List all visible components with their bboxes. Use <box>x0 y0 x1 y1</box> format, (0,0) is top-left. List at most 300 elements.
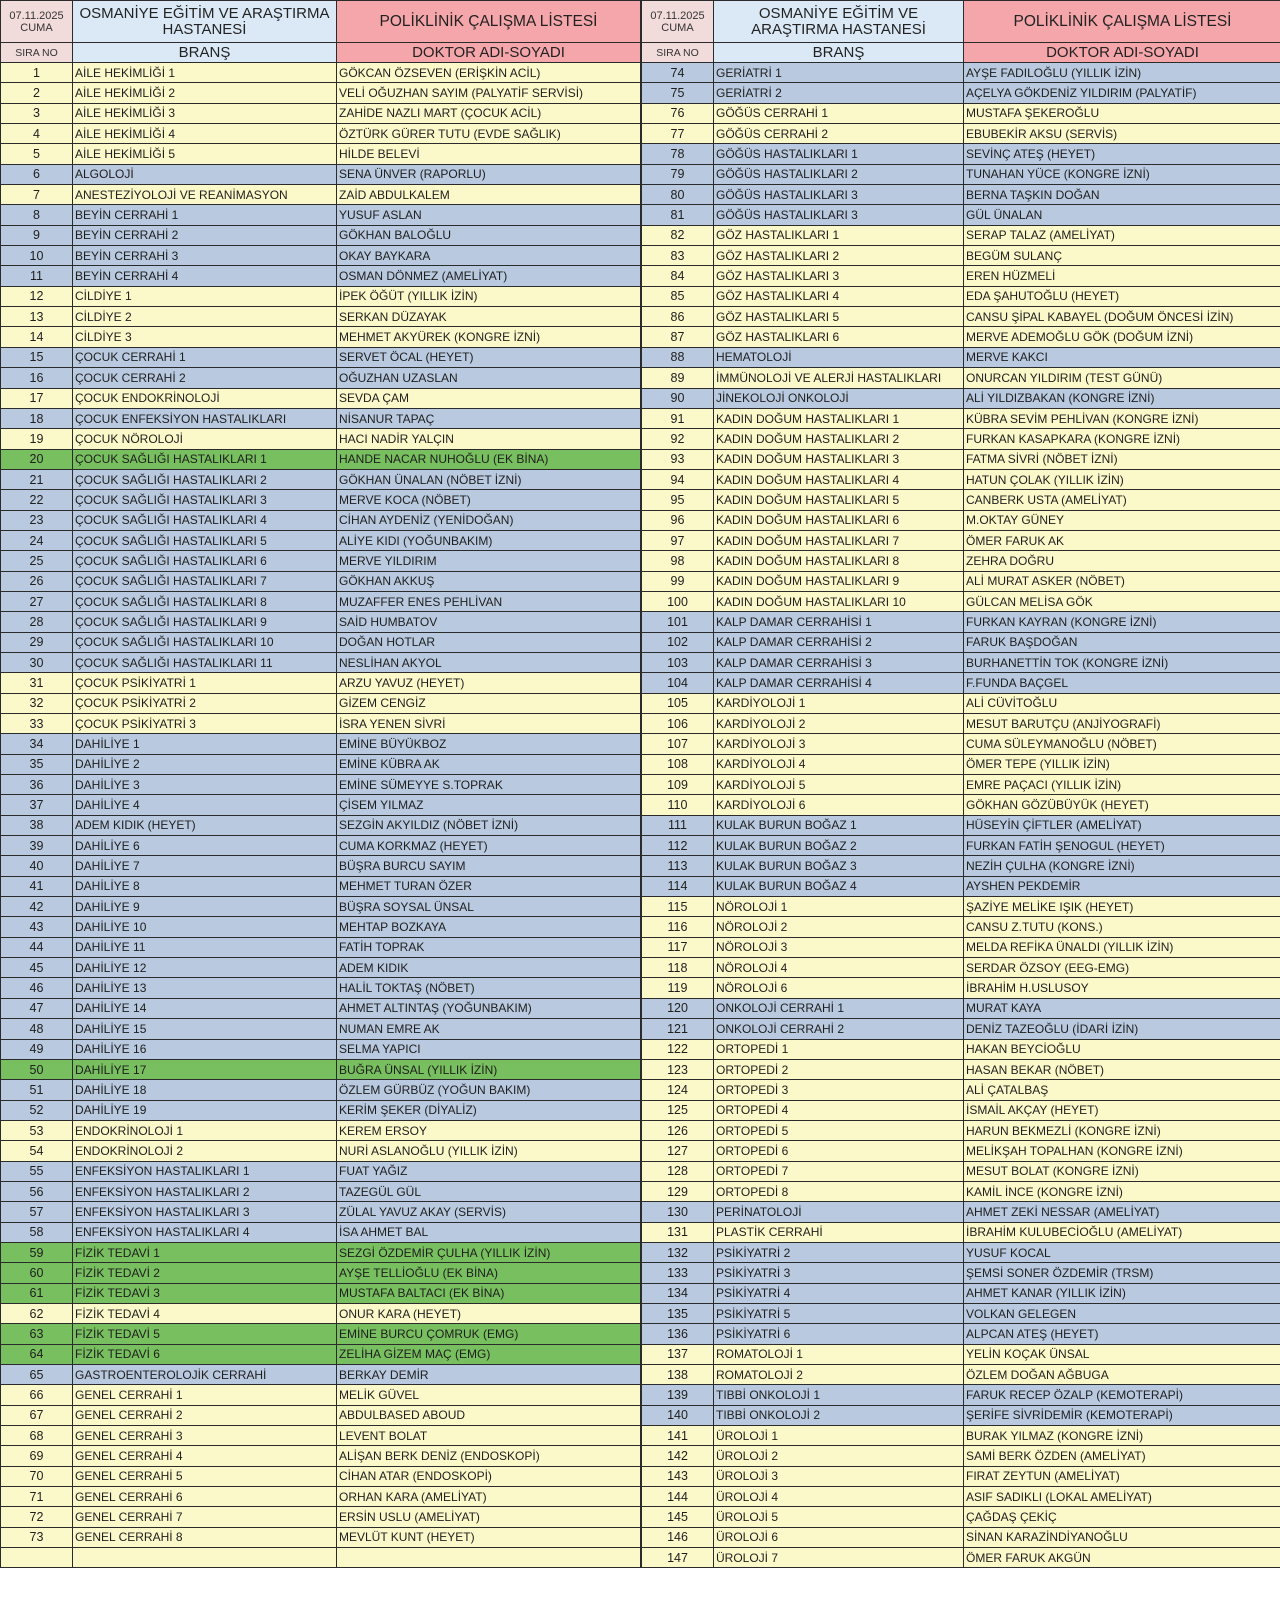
branch-cell: KADIN DOĞUM HASTALIKLARI 5 <box>714 490 964 510</box>
branch-cell: DAHİLİYE 4 <box>73 795 337 815</box>
doctor-cell: AHMET ALTINTAŞ (YOĞUNBAKIM) <box>337 998 641 1018</box>
branch-cell: KADIN DOĞUM HASTALIKLARI 1 <box>714 408 964 428</box>
row-number: 142 <box>642 1446 714 1466</box>
row-number: 108 <box>642 754 714 774</box>
row-number: 16 <box>1 368 73 388</box>
doctor-cell: M.OKTAY GÜNEY <box>964 510 1280 530</box>
branch-cell: ÇOCUK SAĞLIĞI HASTALIKLARI 1 <box>73 449 337 469</box>
row-number: 25 <box>1 551 73 571</box>
doctor-cell: VOLKAN GELEGEN <box>964 1303 1280 1323</box>
table-row <box>1 876 641 896</box>
doctor-cell: SERKAN DÜZAYAK <box>337 307 641 327</box>
table-row <box>1 469 641 489</box>
doctor-cell: TAZEGÜL GÜL <box>337 1181 641 1201</box>
branch-cell: ÜROLOJİ 1 <box>714 1426 964 1446</box>
branch-cell: DAHİLİYE 18 <box>73 1080 337 1100</box>
doctor-cell: SERDAR ÖZSOY (EEG-EMG) <box>964 958 1280 978</box>
row-number: 49 <box>1 1039 73 1059</box>
doctor-cell: DENİZ TAZEOĞLU (İDARİ İZİN) <box>964 1019 1280 1039</box>
table-row <box>1 632 641 652</box>
branch-cell: GENEL CERRAHİ 1 <box>73 1385 337 1405</box>
branch-cell: ÇOCUK SAĞLIĞI HASTALIKLARI 9 <box>73 612 337 632</box>
doctor-cell: ALİ ÇATALBAŞ <box>964 1080 1280 1100</box>
doctor-cell: İBRAHİM KULUBECİOĞLU (AMELİYAT) <box>964 1222 1280 1242</box>
branch-cell: AİLE HEKİMLİĞİ 2 <box>73 83 337 103</box>
table-row <box>642 1385 1280 1405</box>
branch-cell: KALP DAMAR CERRAHİSİ 2 <box>714 632 964 652</box>
branch-cell: ÇOCUK SAĞLIĞI HASTALIKLARI 5 <box>73 530 337 550</box>
row-number: 89 <box>642 368 714 388</box>
doctor-cell: ALİŞAN BERK DENİZ (ENDOSKOPİ) <box>337 1446 641 1466</box>
table-row <box>642 1426 1280 1446</box>
doctor-cell: EREN HÜZMELİ <box>964 266 1280 286</box>
row-number: 98 <box>642 551 714 571</box>
branch-cell: KARDİYOLOJİ 3 <box>714 734 964 754</box>
doctor-cell: SENA ÜNVER (RAPORLU) <box>337 164 641 184</box>
table-row <box>642 1222 1280 1242</box>
col-header-doctor: DOKTOR ADI-SOYADI <box>964 43 1280 63</box>
branch-cell: GERİATRİ 1 <box>714 63 964 83</box>
doctor-cell: AYŞE FADILOĞLU (YILLIK İZİN) <box>964 63 1280 83</box>
table-row <box>1 591 641 611</box>
branch-cell: KARDİYOLOJİ 5 <box>714 775 964 795</box>
doctor-cell: EMRE PAÇACI (YILLIK İZİN) <box>964 775 1280 795</box>
branch-cell: GENEL CERRAHİ 8 <box>73 1527 337 1547</box>
branch-cell: BEYİN CERRAHİ 3 <box>73 246 337 266</box>
table-row <box>1 1324 641 1344</box>
table-row <box>1 1466 641 1486</box>
branch-cell: ÇOCUK SAĞLIĞI HASTALIKLARI 6 <box>73 551 337 571</box>
doctor-cell: OĞUZHAN UZASLAN <box>337 368 641 388</box>
row-number: 73 <box>1 1527 73 1547</box>
row-number: 84 <box>642 266 714 286</box>
doctor-cell: ORHAN KARA (AMELİYAT) <box>337 1487 641 1507</box>
row-number: 134 <box>642 1283 714 1303</box>
branch-cell: FİZİK TEDAVİ 6 <box>73 1344 337 1364</box>
row-number: 1 <box>1 63 73 83</box>
branch-cell: ÇOCUK PSİKİYATRİ 2 <box>73 693 337 713</box>
doctor-cell: MESUT BOLAT (KONGRE İZNİ) <box>964 1161 1280 1181</box>
table-row <box>642 307 1280 327</box>
row-number: 115 <box>642 897 714 917</box>
branch-cell: KADIN DOĞUM HASTALIKLARI 2 <box>714 429 964 449</box>
row-number: 12 <box>1 286 73 306</box>
row-number: 68 <box>1 1426 73 1446</box>
doctor-cell: VELİ OĞUZHAN SAYIM (PALYATİF SERVİSİ) <box>337 83 641 103</box>
doctor-cell: HAKAN BEYCİOĞLU <box>964 1039 1280 1059</box>
doctor-cell: MEHMET TURAN ÖZER <box>337 876 641 896</box>
doctor-cell: BEGÜM SULANÇ <box>964 246 1280 266</box>
doctor-cell: YELİN KOÇAK ÜNSAL <box>964 1344 1280 1364</box>
doctor-cell: KAMİL İNCE (KONGRE İZNİ) <box>964 1181 1280 1201</box>
branch-cell: GÖĞÜS HASTALIKLARI 3 <box>714 205 964 225</box>
row-number: 56 <box>1 1181 73 1201</box>
doctor-cell: İSMAİL AKÇAY (HEYET) <box>964 1100 1280 1120</box>
doctor-cell: AYSHEN PEKDEMİR <box>964 876 1280 896</box>
row-number: 34 <box>1 734 73 754</box>
row-number: 100 <box>642 591 714 611</box>
branch-cell: KARDİYOLOJİ 6 <box>714 795 964 815</box>
branch-cell: DAHİLİYE 3 <box>73 775 337 795</box>
table-row <box>1 856 641 876</box>
branch-cell <box>73 1548 337 1568</box>
table-row <box>642 876 1280 896</box>
table-row <box>1 1487 641 1507</box>
table-row <box>642 1080 1280 1100</box>
header-row-top <box>642 1 1280 43</box>
table-row <box>1 571 641 591</box>
table-row <box>642 1446 1280 1466</box>
branch-cell: JİNEKOLOJİ ONKOLOJİ <box>714 388 964 408</box>
branch-cell: FİZİK TEDAVİ 2 <box>73 1263 337 1283</box>
row-number: 19 <box>1 429 73 449</box>
doctor-cell: HALİL TOKTAŞ (NÖBET) <box>337 978 641 998</box>
table-row <box>642 1161 1280 1181</box>
row-number: 99 <box>642 571 714 591</box>
row-number: 111 <box>642 815 714 835</box>
col-header-no: SIRA NO <box>642 43 714 63</box>
row-number: 141 <box>642 1426 714 1446</box>
branch-cell: ORTOPEDİ 2 <box>714 1059 964 1079</box>
row-number: 88 <box>642 347 714 367</box>
doctor-cell: HATUN ÇOLAK (YILLIK İZİN) <box>964 469 1280 489</box>
row-number: 42 <box>1 897 73 917</box>
row-number: 50 <box>1 1059 73 1079</box>
row-number: 133 <box>642 1263 714 1283</box>
table-row <box>1 205 641 225</box>
row-number: 82 <box>642 225 714 245</box>
branch-cell: ORTOPEDİ 4 <box>714 1100 964 1120</box>
row-number: 138 <box>642 1365 714 1385</box>
row-number: 29 <box>1 632 73 652</box>
branch-cell: ENDOKRİNOLOJİ 2 <box>73 1141 337 1161</box>
table-row <box>642 1202 1280 1222</box>
table-row <box>1 1161 641 1181</box>
branch-cell: ÇOCUK SAĞLIĞI HASTALIKLARI 10 <box>73 632 337 652</box>
table-row <box>1 1527 641 1547</box>
doctor-cell: SEZGİ ÖZDEMİR ÇULHA (YILLIK İZİN) <box>337 1242 641 1262</box>
branch-cell: DAHİLİYE 2 <box>73 754 337 774</box>
row-number: 31 <box>1 673 73 693</box>
table-row <box>642 225 1280 245</box>
table-row <box>1 958 641 978</box>
doctor-cell: HASAN BEKAR (NÖBET) <box>964 1059 1280 1079</box>
row-number: 94 <box>642 469 714 489</box>
row-number: 21 <box>1 469 73 489</box>
doctor-cell: FIRAT ZEYTUN (AMELİYAT) <box>964 1466 1280 1486</box>
doctor-cell: MUSTAFA ŞEKEROĞLU <box>964 103 1280 123</box>
branch-cell: GENEL CERRAHİ 4 <box>73 1446 337 1466</box>
branch-cell: TIBBİ ONKOLOJİ 1 <box>714 1385 964 1405</box>
doctor-cell: NURİ ASLANOĞLU (YILLIK İZİN) <box>337 1141 641 1161</box>
table-row <box>1 63 641 83</box>
branch-cell: KADIN DOĞUM HASTALIKLARI 4 <box>714 469 964 489</box>
branch-cell: ÇOCUK SAĞLIĞI HASTALIKLARI 3 <box>73 490 337 510</box>
branch-cell: NÖROLOJİ 1 <box>714 897 964 917</box>
doctor-cell: SAİD HUMBATOV <box>337 612 641 632</box>
branch-cell: GENEL CERRAHİ 7 <box>73 1507 337 1527</box>
branch-cell: GÖZ HASTALIKLARI 4 <box>714 286 964 306</box>
table-row <box>642 164 1280 184</box>
row-number: 78 <box>642 144 714 164</box>
branch-cell: KARDİYOLOJİ 4 <box>714 754 964 774</box>
row-number: 7 <box>1 185 73 205</box>
table-row <box>1 1222 641 1242</box>
table-row <box>642 490 1280 510</box>
row-number: 143 <box>642 1466 714 1486</box>
branch-cell: BEYİN CERRAHİ 4 <box>73 266 337 286</box>
date-text: 07.11.2025 <box>650 9 705 22</box>
branch-cell: ONKOLOJİ CERRAHİ 2 <box>714 1019 964 1039</box>
row-number: 22 <box>1 490 73 510</box>
branch-cell: GÖĞÜS HASTALIKLARI 3 <box>714 185 964 205</box>
row-number: 47 <box>1 998 73 1018</box>
row-number: 58 <box>1 1222 73 1242</box>
doctor-cell: İSRA YENEN SİVRİ <box>337 714 641 734</box>
header-row-columns <box>1 43 641 63</box>
doctor-cell: ZAHİDE NAZLI MART (ÇOCUK ACİL) <box>337 103 641 123</box>
row-number: 120 <box>642 998 714 1018</box>
branch-cell: ÜROLOJİ 3 <box>714 1466 964 1486</box>
row-number: 28 <box>1 612 73 632</box>
row-number: 91 <box>642 408 714 428</box>
branch-cell: ORTOPEDİ 5 <box>714 1120 964 1140</box>
doctor-cell: ŞERİFE SİVRİDEMİR (KEMOTERAPİ) <box>964 1405 1280 1425</box>
day-text: CUMA <box>661 21 694 34</box>
table-row <box>1 1019 641 1039</box>
doctor-cell: NEZİH ÇULHA (KONGRE İZNİ) <box>964 856 1280 876</box>
branch-cell: GÖZ HASTALIKLARI 3 <box>714 266 964 286</box>
branch-cell: ÇOCUK SAĞLIĞI HASTALIKLARI 11 <box>73 652 337 672</box>
branch-cell: ORTOPEDİ 7 <box>714 1161 964 1181</box>
doctor-cell: MERVE KAKCI <box>964 347 1280 367</box>
table-row <box>642 144 1280 164</box>
branch-cell: ÇOCUK ENFEKSİYON HASTALIKLARI <box>73 408 337 428</box>
branch-cell: KADIN DOĞUM HASTALIKLARI 6 <box>714 510 964 530</box>
doctor-cell: EBUBEKİR AKSU (SERVİS) <box>964 124 1280 144</box>
row-number: 63 <box>1 1324 73 1344</box>
doctor-cell: ŞAZİYE MELİKE IŞIK (HEYET) <box>964 897 1280 917</box>
branch-cell: AİLE HEKİMLİĞİ 1 <box>73 63 337 83</box>
branch-cell: ÇOCUK NÖROLOJİ <box>73 429 337 449</box>
branch-cell: FİZİK TEDAVİ 5 <box>73 1324 337 1344</box>
row-number: 127 <box>642 1141 714 1161</box>
row-number: 107 <box>642 734 714 754</box>
branch-cell: ÇOCUK SAĞLIĞI HASTALIKLARI 7 <box>73 571 337 591</box>
table-row <box>1 998 641 1018</box>
row-number: 90 <box>642 388 714 408</box>
row-number: 103 <box>642 652 714 672</box>
table-row <box>1 368 641 388</box>
doctor-cell: ZEHRA DOĞRU <box>964 551 1280 571</box>
row-number: 75 <box>642 83 714 103</box>
table-row <box>1 388 641 408</box>
branch-cell: GÖĞÜS CERRAHİ 1 <box>714 103 964 123</box>
table-row <box>1 1080 641 1100</box>
row-number: 3 <box>1 103 73 123</box>
branch-cell: DAHİLİYE 12 <box>73 958 337 978</box>
row-number: 59 <box>1 1242 73 1262</box>
table-row <box>642 469 1280 489</box>
doctor-cell: ÖMER FARUK AK <box>964 530 1280 550</box>
doctor-cell: ALİ MURAT ASKER (NÖBET) <box>964 571 1280 591</box>
table-row <box>1 1365 641 1385</box>
row-number: 113 <box>642 856 714 876</box>
table-row <box>1 673 641 693</box>
doctor-cell: EMİNE BURCU ÇOMRUK (EMG) <box>337 1324 641 1344</box>
row-number: 121 <box>642 1019 714 1039</box>
doctor-cell: BUĞRA ÜNSAL (YILLIK İZİN) <box>337 1059 641 1079</box>
branch-cell: ENFEKSİYON HASTALIKLARI 3 <box>73 1202 337 1222</box>
table-row <box>1 1548 641 1568</box>
row-number: 37 <box>1 795 73 815</box>
branch-cell: ÇOCUK SAĞLIĞI HASTALIKLARI 2 <box>73 469 337 489</box>
row-number: 41 <box>1 876 73 896</box>
doctor-cell: ÖMER TEPE (YILLIK İZİN) <box>964 754 1280 774</box>
branch-cell: ONKOLOJİ CERRAHİ 1 <box>714 998 964 1018</box>
row-number: 105 <box>642 693 714 713</box>
table-row <box>1 246 641 266</box>
table-row <box>1 1242 641 1262</box>
doctor-cell: CİHAN AYDENİZ (YENİDOĞAN) <box>337 510 641 530</box>
doctor-cell: GÖKHAN AKKUŞ <box>337 571 641 591</box>
branch-cell: ÇOCUK PSİKİYATRİ 3 <box>73 714 337 734</box>
table-row <box>642 795 1280 815</box>
branch-cell: AİLE HEKİMLİĞİ 3 <box>73 103 337 123</box>
table-row <box>642 775 1280 795</box>
row-number: 109 <box>642 775 714 795</box>
table-row <box>642 734 1280 754</box>
table-row <box>1 1202 641 1222</box>
branch-cell: FİZİK TEDAVİ 4 <box>73 1303 337 1323</box>
doctor-cell: YUSUF ASLAN <box>337 205 641 225</box>
doctor-cell: SEVDA ÇAM <box>337 388 641 408</box>
row-number: 72 <box>1 1507 73 1527</box>
table-row <box>642 246 1280 266</box>
table-row <box>642 1059 1280 1079</box>
doctor-cell: MURAT KAYA <box>964 998 1280 1018</box>
table-row <box>1 1426 641 1446</box>
branch-cell: KADIN DOĞUM HASTALIKLARI 10 <box>714 591 964 611</box>
table-row <box>642 1507 1280 1527</box>
table-row <box>1 836 641 856</box>
row-number: 123 <box>642 1059 714 1079</box>
doctor-cell: HARUN BEKMEZLİ (KONGRE İZNİ) <box>964 1120 1280 1140</box>
branch-cell: KADIN DOĞUM HASTALIKLARI 7 <box>714 530 964 550</box>
table-row <box>1 1181 641 1201</box>
branch-cell: DAHİLİYE 14 <box>73 998 337 1018</box>
branch-cell: ÇOCUK ENDOKRİNOLOJİ <box>73 388 337 408</box>
table-row <box>642 408 1280 428</box>
table-row <box>1 408 641 428</box>
doctor-cell: MEHMET AKYÜREK (KONGRE İZNİ) <box>337 327 641 347</box>
table-row <box>1 510 641 530</box>
row-number: 14 <box>1 327 73 347</box>
table-row <box>642 185 1280 205</box>
branch-cell: ÇOCUK SAĞLIĞI HASTALIKLARI 8 <box>73 591 337 611</box>
doctor-cell: YUSUF KOCAL <box>964 1242 1280 1262</box>
doctor-cell: ALİ YILDIZBAKAN (KONGRE İZNİ) <box>964 388 1280 408</box>
table-row <box>642 571 1280 591</box>
row-number: 46 <box>1 978 73 998</box>
branch-cell: İMMÜNOLOJİ VE ALERJİ HASTALIKLARI <box>714 368 964 388</box>
row-number: 30 <box>1 652 73 672</box>
doctor-cell: FARUK BAŞDOĞAN <box>964 632 1280 652</box>
row-number: 86 <box>642 307 714 327</box>
branch-cell: ÇOCUK CERRAHİ 2 <box>73 368 337 388</box>
branch-cell: ÇOCUK CERRAHİ 1 <box>73 347 337 367</box>
row-number: 65 <box>1 1365 73 1385</box>
row-number: 51 <box>1 1080 73 1100</box>
branch-cell: ORTOPEDİ 1 <box>714 1039 964 1059</box>
branch-cell: ORTOPEDİ 8 <box>714 1181 964 1201</box>
row-number: 39 <box>1 836 73 856</box>
doctor-cell: ZELİHA GİZEM MAÇ (EMG) <box>337 1344 641 1364</box>
branch-cell: ADEM KIDIK (HEYET) <box>73 815 337 835</box>
doctor-cell: AÇELYA GÖKDENİZ YILDIRIM (PALYATİF) <box>964 83 1280 103</box>
row-number: 136 <box>642 1324 714 1344</box>
date-cell <box>642 1 714 43</box>
row-number: 114 <box>642 876 714 896</box>
table-row <box>642 632 1280 652</box>
row-number: 128 <box>642 1161 714 1181</box>
table-row <box>1 1283 641 1303</box>
branch-cell: ÜROLOJİ 7 <box>714 1548 964 1568</box>
table-row <box>1 1344 641 1364</box>
table-row <box>1 815 641 835</box>
doctor-cell: GÖKHAN BALOĞLU <box>337 225 641 245</box>
doctor-cell: SİNAN KARAZİNDİYANOĞLU <box>964 1527 1280 1547</box>
table-row <box>642 1405 1280 1425</box>
branch-cell: GERİATRİ 2 <box>714 83 964 103</box>
row-number: 43 <box>1 917 73 937</box>
doctor-cell: ONURCAN YILDIRIM (TEST GÜNÜ) <box>964 368 1280 388</box>
table-row <box>1 978 641 998</box>
branch-cell: ENFEKSİYON HASTALIKLARI 4 <box>73 1222 337 1242</box>
branch-cell: DAHİLİYE 16 <box>73 1039 337 1059</box>
branch-cell: DAHİLİYE 11 <box>73 937 337 957</box>
row-number: 112 <box>642 836 714 856</box>
doctor-cell: FATİH TOPRAK <box>337 937 641 957</box>
doctor-cell: ALPCAN ATEŞ (HEYET) <box>964 1324 1280 1344</box>
doctor-cell: BÜŞRA BURCU SAYIM <box>337 856 641 876</box>
doctor-cell: FARUK RECEP ÖZALP (KEMOTERAPİ) <box>964 1385 1280 1405</box>
doctor-cell: GÖKHAN ÜNALAN (NÖBET İZNİ) <box>337 469 641 489</box>
row-number: 101 <box>642 612 714 632</box>
table-row <box>1 286 641 306</box>
branch-cell: KULAK BURUN BOĞAZ 3 <box>714 856 964 876</box>
doctor-cell: BURAK YILMAZ (KONGRE İZNİ) <box>964 1426 1280 1446</box>
table-row <box>1 1039 641 1059</box>
branch-cell: KULAK BURUN BOĞAZ 1 <box>714 815 964 835</box>
table-row <box>642 1324 1280 1344</box>
table-row <box>642 937 1280 957</box>
table-row <box>1 795 641 815</box>
table-row <box>642 1344 1280 1364</box>
branch-cell: ÜROLOJİ 2 <box>714 1446 964 1466</box>
table-row <box>642 1466 1280 1486</box>
doctor-cell: ŞEMSİ SONER ÖZDEMİR (TRSM) <box>964 1263 1280 1283</box>
branch-cell: ORTOPEDİ 6 <box>714 1141 964 1161</box>
branch-cell: PSİKİYATRİ 4 <box>714 1283 964 1303</box>
table-row <box>642 652 1280 672</box>
table-row <box>1 1263 641 1283</box>
date-text: 07.11.2025 <box>9 9 64 22</box>
branch-cell: NÖROLOJİ 3 <box>714 937 964 957</box>
row-number: 66 <box>1 1385 73 1405</box>
branch-cell: BEYİN CERRAHİ 2 <box>73 225 337 245</box>
branch-cell: DAHİLİYE 7 <box>73 856 337 876</box>
